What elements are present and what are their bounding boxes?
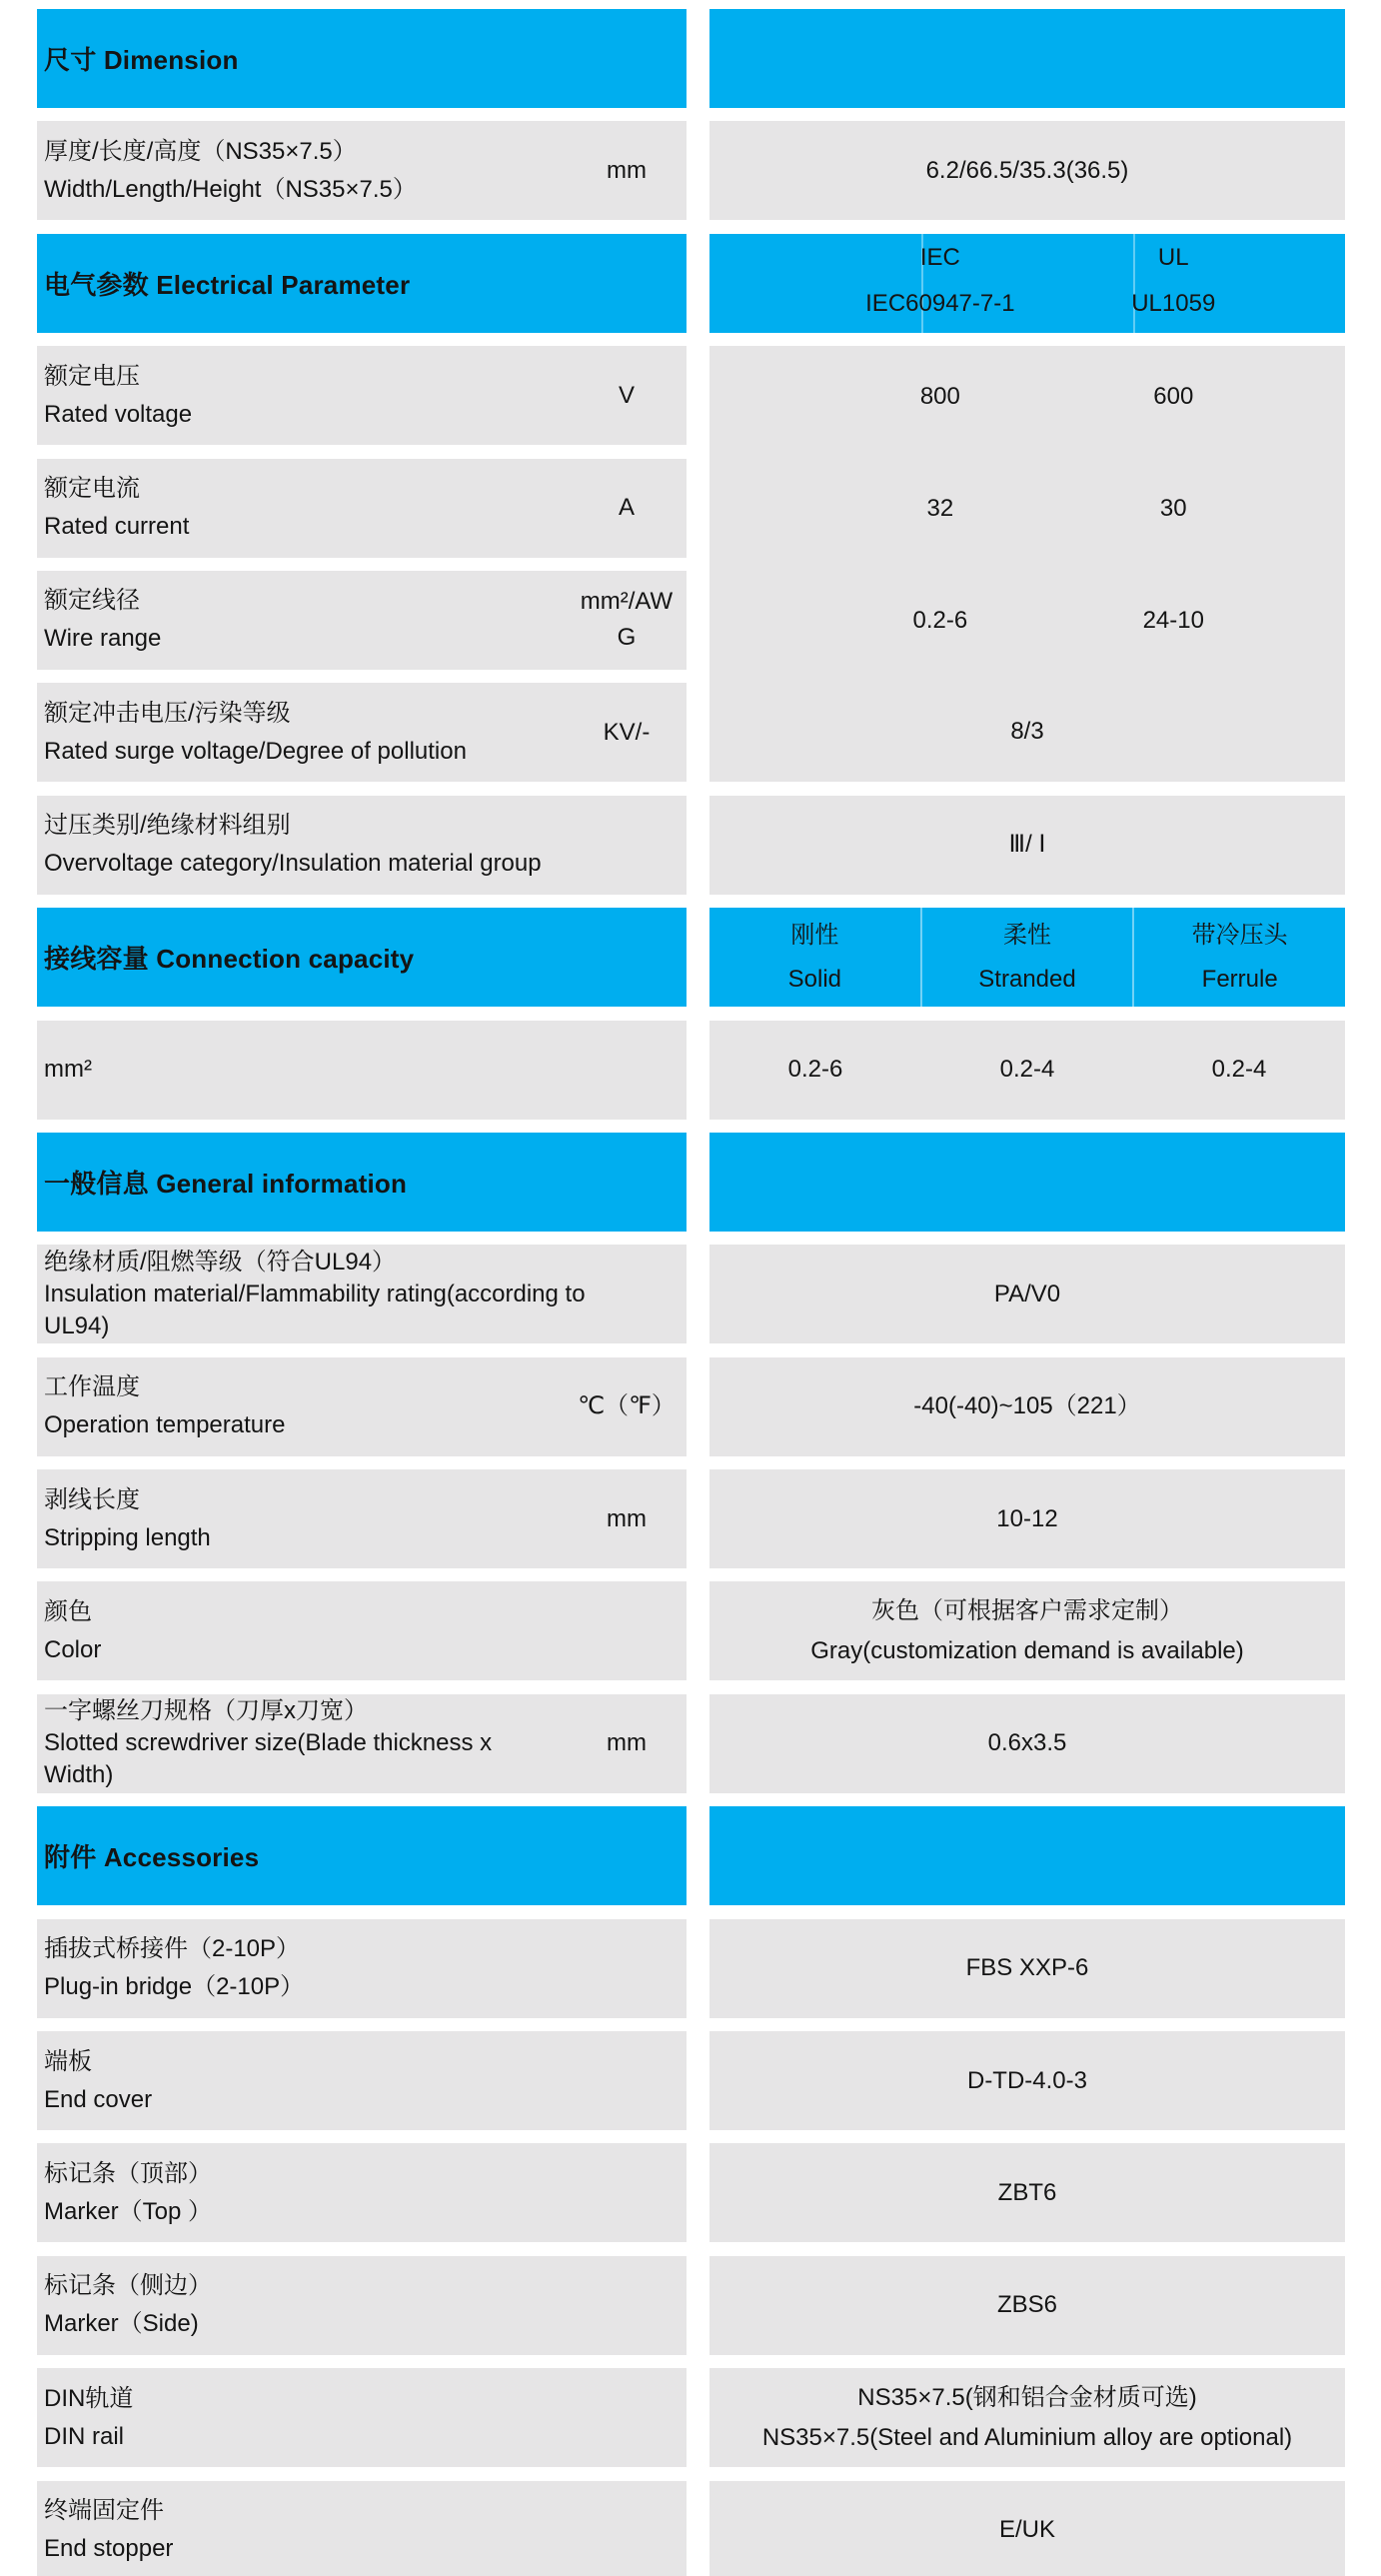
value-marker-top: ZBT6 xyxy=(709,2143,1345,2242)
unit-rated-voltage: V xyxy=(618,381,635,409)
section-header-general xyxy=(37,1133,687,1232)
value-rated-current-iec: 32 xyxy=(926,495,954,523)
row-dimension-text xyxy=(37,133,575,209)
label-zh: 标记条（侧边） xyxy=(44,2272,212,2300)
label-zh: 端板 xyxy=(44,2047,92,2075)
value-stripping: 10-12 xyxy=(709,1469,1345,1568)
value-end-stopper: E/UK xyxy=(709,2481,1345,2576)
value-overvoltage: Ⅲ/ Ⅰ xyxy=(709,796,1345,895)
section-header-accessories-right xyxy=(709,1806,1345,1905)
row-din-rail-label xyxy=(37,2368,687,2467)
row-surge-label xyxy=(37,683,687,782)
label-column xyxy=(37,9,687,2576)
value-bridge: FBS XXP-6 xyxy=(709,1919,1345,2018)
label-zh: 剥线长度 xyxy=(44,1485,140,1513)
value-din-rail: NS35×7.5(钢和铝合金材质可选) NS35×7.5(Steel and Aluminium alloy are optional) xyxy=(709,2368,1345,2467)
label-zh: 一字螺丝刀规格（刀厚x刀宽） xyxy=(44,1697,368,1725)
row-dimension-label xyxy=(37,121,687,220)
label-en: Marker（Top ） xyxy=(44,2197,213,2225)
standards-header xyxy=(709,234,1345,333)
row-marker-top-label xyxy=(37,2143,687,2242)
label-zh: 额定冲击电压/污染等级 xyxy=(44,699,291,727)
capacity-col-solid: 刚性 Solid xyxy=(787,921,842,993)
value-rated-current-ul: 30 xyxy=(1159,495,1187,523)
label-zh: 绝缘材质/阻燃等级（符合UL94） xyxy=(44,1248,397,1276)
row-wire-range-label xyxy=(37,571,687,670)
section-header-general-right xyxy=(709,1133,1345,1232)
label-zh: 厚度/长度/高度（NS35×7.5） xyxy=(44,137,357,165)
section-header-electrical-label: 电气参数 Electrical Parameter xyxy=(44,269,411,300)
row-end-cover-label xyxy=(37,2031,687,2130)
label-en: Rated voltage xyxy=(44,400,193,428)
value-color: 灰色（可根据客户需求定制） Gray(customization demand is available) xyxy=(709,1581,1345,1680)
value-screwdriver: 0.6x3.5 xyxy=(709,1694,1345,1793)
label-zh: 标记条（顶部） xyxy=(44,2159,212,2187)
value-capacity-stranded: 0.2-4 xyxy=(999,1056,1055,1084)
label-en: Rated surge voltage/Degree of pollution xyxy=(44,737,467,765)
row-end-stopper-label xyxy=(37,2481,687,2576)
label-en: End stopper xyxy=(44,2535,174,2563)
label-zh: 工作温度 xyxy=(44,1373,140,1401)
label-en: Wire range xyxy=(44,625,162,653)
label-en: Marker（Side) xyxy=(44,2310,199,2338)
row-stripping-label xyxy=(37,1469,687,1568)
value-capacity xyxy=(709,1021,1345,1120)
label-mm2: mm² xyxy=(44,1056,92,1084)
value-rated-voltage-ul: 600 xyxy=(1153,383,1194,411)
unit-wire-range: mm²/AWG xyxy=(580,588,674,652)
section-header-capacity xyxy=(37,908,687,1007)
label-en: Width/Length/Height（NS35×7.5） xyxy=(44,175,417,203)
unit-rated-current: A xyxy=(618,494,635,522)
value-insulation: PA/V0 xyxy=(709,1245,1345,1343)
value-rated-voltage-iec: 800 xyxy=(919,383,960,411)
row-screwdriver-label xyxy=(37,1694,687,1793)
label-zh: 额定电压 xyxy=(44,362,140,390)
row-bridge-label xyxy=(37,1919,687,2018)
section-header-electrical xyxy=(37,234,687,333)
value-marker-side: ZBS6 xyxy=(709,2256,1345,2355)
label-zh: 额定电流 xyxy=(44,475,140,503)
section-header-accessories-label: 附件 Accessories xyxy=(44,1842,260,1873)
value-capacity-ferrule: 0.2-4 xyxy=(1211,1056,1267,1084)
value-dimension: 6.2/66.5/35.3(36.5) xyxy=(709,121,1345,220)
section-header-dimension-right xyxy=(709,9,1345,108)
label-zh: DIN轨道 xyxy=(44,2384,134,2412)
row-marker-side-label xyxy=(37,2256,687,2355)
label-en: End cover xyxy=(44,2085,153,2113)
label-en: Operation temperature xyxy=(44,1411,286,1439)
electrical-values-merged-cell xyxy=(709,346,1345,782)
standards-col-ul: UL UL1059 xyxy=(1131,244,1216,318)
label-zh: 终端固定件 xyxy=(44,2497,164,2525)
section-header-dimension-label: 尺寸 Dimension xyxy=(44,45,239,75)
value-column xyxy=(709,9,1345,2576)
label-en: DIN rail xyxy=(44,2422,125,2450)
row-color-label xyxy=(37,1581,687,1680)
unit-dimension: mm xyxy=(607,156,647,184)
label-zh: 插拔式桥接件（2-10P） xyxy=(44,1935,301,1963)
value-end-cover: D-TD-4.0-3 xyxy=(709,2031,1345,2130)
unit-stripping: mm xyxy=(607,1504,647,1532)
value-temperature: -40(-40)~105（221） xyxy=(709,1357,1345,1456)
label-en: Stripping length xyxy=(44,1523,211,1551)
value-wire-range-ul: 24-10 xyxy=(1142,607,1204,635)
row-overvoltage-label xyxy=(37,796,687,895)
label-zh: 额定线径 xyxy=(44,587,140,615)
row-rated-voltage-label xyxy=(37,346,687,445)
section-header-accessories xyxy=(37,1806,687,1905)
row-rated-current-label xyxy=(37,459,687,558)
label-en: Slotted screwdriver size(Blade thickness x Width) xyxy=(44,1729,493,1789)
label-zh: 过压类别/绝缘材料组别 xyxy=(44,812,291,840)
row-insulation-label xyxy=(37,1245,687,1343)
standards-col-iec: IEC IEC60947-7-1 xyxy=(865,244,1015,318)
label-en: Insulation material/Flammability rating(according to UL94) xyxy=(44,1280,586,1339)
section-header-capacity-label: 接线容量 Connection capacity xyxy=(44,944,415,975)
label-en: Plug-in bridge（2-10P） xyxy=(44,1973,305,2001)
value-wire-range-iec: 0.2-6 xyxy=(912,607,968,635)
unit-surge: KV/- xyxy=(603,718,651,746)
value-capacity-solid: 0.2-6 xyxy=(787,1056,843,1084)
label-zh: 颜色 xyxy=(44,1597,92,1625)
label-en: Overvoltage category/Insulation material group xyxy=(44,850,542,878)
section-header-general-label: 一般信息 General information xyxy=(44,1168,408,1199)
row-capacity-label xyxy=(37,1021,687,1120)
capacity-col-stranded: 柔性 Stranded xyxy=(920,908,1133,1007)
label-en: Color xyxy=(44,1635,102,1663)
section-header-dimension xyxy=(37,9,687,108)
value-surge: 8/3 xyxy=(1010,718,1044,746)
label-en: Rated current xyxy=(44,513,190,541)
row-temperature-label xyxy=(37,1357,687,1456)
unit-screwdriver: mm xyxy=(607,1729,647,1757)
capacity-header xyxy=(709,908,1345,1007)
capacity-col-ferrule: 带冷压头 Ferrule xyxy=(1132,908,1345,1007)
unit-temperature: ℃（℉） xyxy=(578,1392,676,1420)
